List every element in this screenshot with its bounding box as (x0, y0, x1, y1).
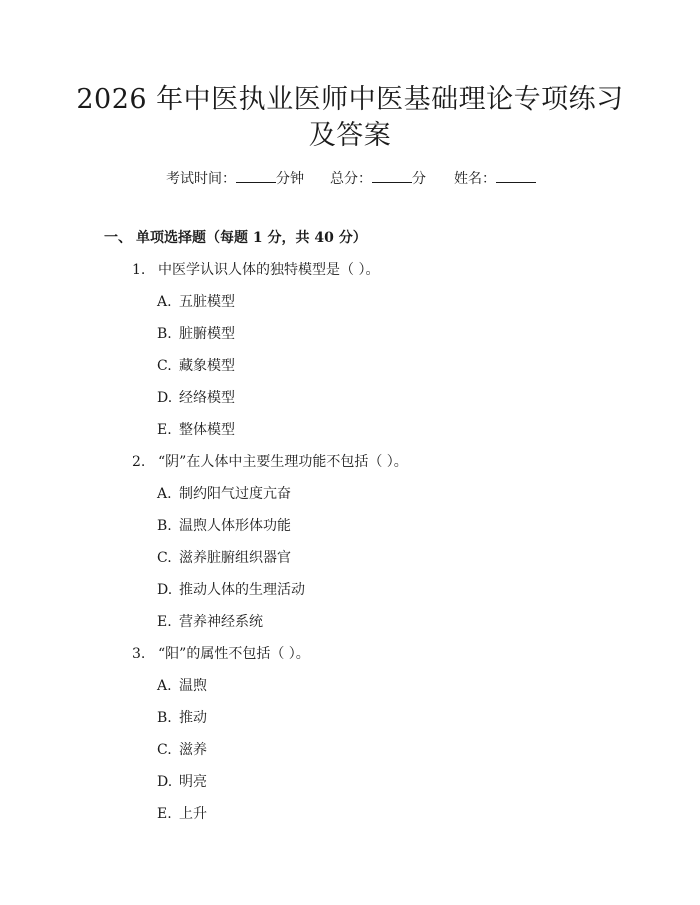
name-blank (496, 169, 536, 183)
option-letter: A. (157, 678, 172, 694)
exam-time-blank (236, 169, 276, 183)
option-text: 滋养脏腑组织器官 (179, 550, 291, 566)
option-letter: C. (157, 550, 172, 566)
question-2 (132, 453, 408, 471)
option-text: 藏象模型 (179, 358, 235, 374)
total-score-field (330, 169, 426, 188)
option-letter: D. (157, 390, 173, 406)
option-text: 五脏模型 (179, 294, 235, 310)
question-1-option-b (157, 325, 235, 343)
option-letter: E. (157, 806, 172, 822)
question-text: “阴”在人体中主要生理功能不包括（ ）。 (158, 454, 408, 470)
option-text: 滋养 (179, 742, 207, 758)
question-2-option-e (157, 613, 263, 631)
option-letter: B. (157, 326, 172, 342)
option-text: 上升 (179, 806, 207, 822)
option-letter: A. (157, 486, 172, 502)
question-text: 中医学认识人体的独特模型是（ ）。 (158, 262, 380, 278)
exam-time-unit: 分钟 (276, 171, 304, 187)
section-title: 单项选择题（每题 1 分，共 40 分） (136, 230, 367, 246)
name-label: 姓名： (454, 171, 496, 187)
name-field (454, 169, 536, 188)
question-3-option-e (157, 805, 207, 823)
option-text: 明亮 (179, 774, 207, 790)
question-1-option-c (157, 357, 235, 375)
question-1-option-e (157, 421, 235, 439)
option-text: 制约阳气过度亢奋 (179, 486, 291, 502)
question-3-option-c (157, 741, 207, 759)
question-text: “阳”的属性不包括（ ）。 (158, 646, 310, 662)
option-text: 经络模型 (179, 390, 235, 406)
option-text: 整体模型 (179, 422, 235, 438)
question-2-option-b (157, 517, 291, 535)
exam-time-label: 考试时间： (166, 171, 236, 187)
document-title-line-1: 2026 年中医执业医师中医基础理论专项练习 (76, 84, 624, 115)
question-2-option-c (157, 549, 291, 567)
total-score-label: 总分： (330, 171, 372, 187)
question-2-option-a (157, 485, 291, 503)
exam-time-field (166, 169, 304, 188)
question-1-option-d (157, 389, 235, 407)
option-text: 脏腑模型 (179, 326, 235, 342)
question-3-option-a (157, 677, 207, 695)
option-letter: E. (157, 614, 172, 630)
document-title-line-2: 及答案 (308, 120, 392, 151)
option-text: 温煦人体形体功能 (179, 518, 291, 534)
question-3-option-d (157, 773, 207, 791)
option-text: 推动 (179, 710, 207, 726)
option-letter: C. (157, 358, 172, 374)
question-1-option-a (157, 293, 235, 311)
question-number: 2. (132, 454, 146, 470)
option-letter: C. (157, 742, 172, 758)
option-letter: D. (157, 774, 173, 790)
total-score-blank (372, 169, 412, 183)
option-text: 推动人体的生理活动 (179, 582, 305, 598)
question-2-option-d (157, 581, 305, 599)
total-score-unit: 分 (412, 171, 426, 187)
question-number: 1. (132, 262, 146, 278)
option-letter: B. (157, 518, 172, 534)
question-1 (132, 261, 379, 279)
section-number: 一、 (104, 230, 132, 246)
option-text: 温煦 (179, 678, 207, 694)
option-letter: E. (157, 422, 172, 438)
option-letter: D. (157, 582, 173, 598)
option-letter: B. (157, 710, 172, 726)
question-3 (132, 645, 310, 663)
question-3-option-b (157, 709, 207, 727)
section-heading (104, 229, 367, 247)
option-letter: A. (157, 294, 172, 310)
question-number: 3. (132, 646, 146, 662)
option-text: 营养神经系统 (179, 614, 263, 630)
